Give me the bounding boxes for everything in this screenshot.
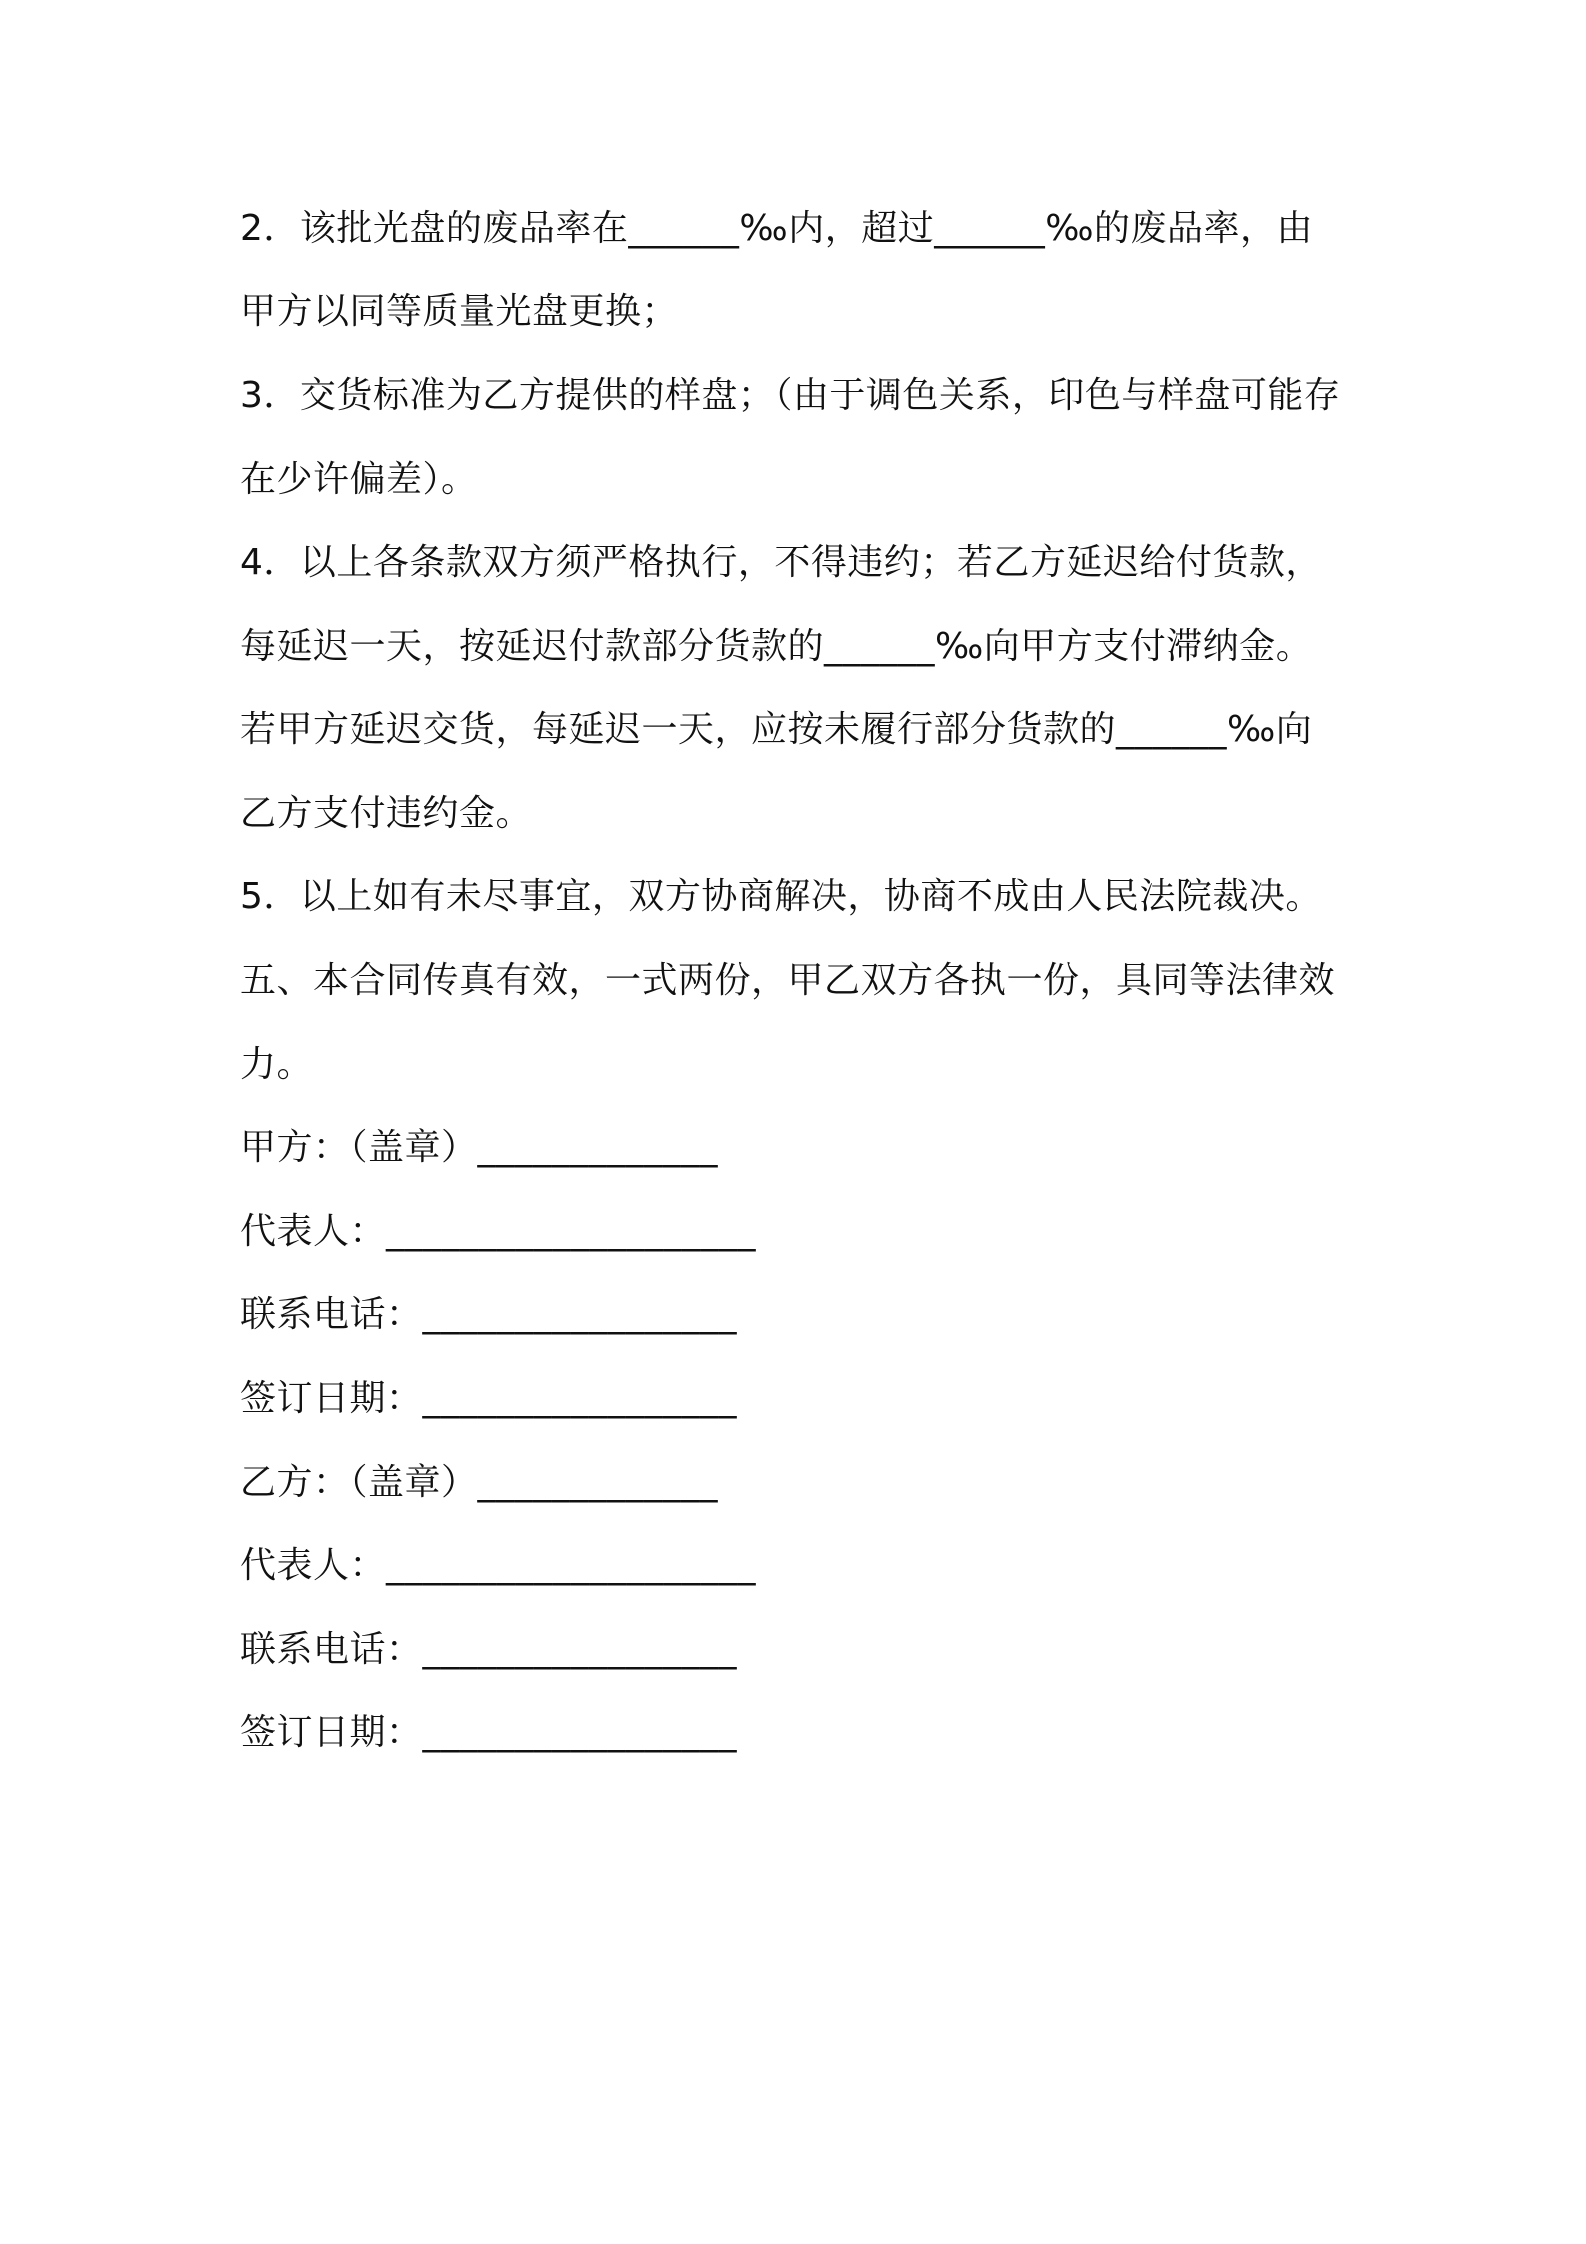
clause-4-line-2: 每延迟一天，按延迟付款部分货款的______‰向甲方支付滞纳金。 [240, 626, 1313, 667]
party-b-seal-field: 乙方：（盖章）_____________ [240, 1462, 719, 1503]
section-5-line-2: 力。 [240, 1044, 314, 1085]
clause-2-line-1: 2．该批光盘的废品率在______‰内，超过______‰的废品率，由 [240, 208, 1314, 249]
clause-3-line-2: 在少许偏差）。 [240, 459, 478, 500]
party-a-phone-field: 联系电话：_________________ [240, 1294, 738, 1335]
clause-5-line: 5．以上如有未尽事宜，双方协商解决，协商不成由人民法院裁决。 [240, 876, 1322, 917]
party-a-date-field: 签订日期：_________________ [240, 1378, 738, 1419]
party-a-seal-field: 甲方：（盖章）_____________ [240, 1127, 719, 1168]
party-a-representative-field: 代表人：____________________ [240, 1211, 757, 1252]
clause-3-line-1: 3．交货标准为乙方提供的样盘；（由于调色关系，印色与样盘可能存 [240, 375, 1341, 416]
clause-4-line-4: 乙方支付违约金。 [240, 793, 533, 834]
section-5-line-1: 五、本合同传真有效，一式两份，甲乙双方各执一份，具同等法律效 [240, 960, 1336, 1001]
party-b-date-field: 签订日期：_________________ [240, 1712, 738, 1753]
clause-2-line-2: 甲方以同等质量光盘更换； [240, 291, 679, 332]
clause-4-line-1: 4．以上各条款双方须严格执行，不得违约；若乙方延迟给付货款， [240, 542, 1322, 583]
party-b-representative-field: 代表人：____________________ [240, 1545, 757, 1586]
party-b-phone-field: 联系电话：_________________ [240, 1629, 738, 1670]
clause-4-line-3: 若甲方延迟交货，每延迟一天，应按未履行部分货款的______‰向 [240, 709, 1313, 750]
